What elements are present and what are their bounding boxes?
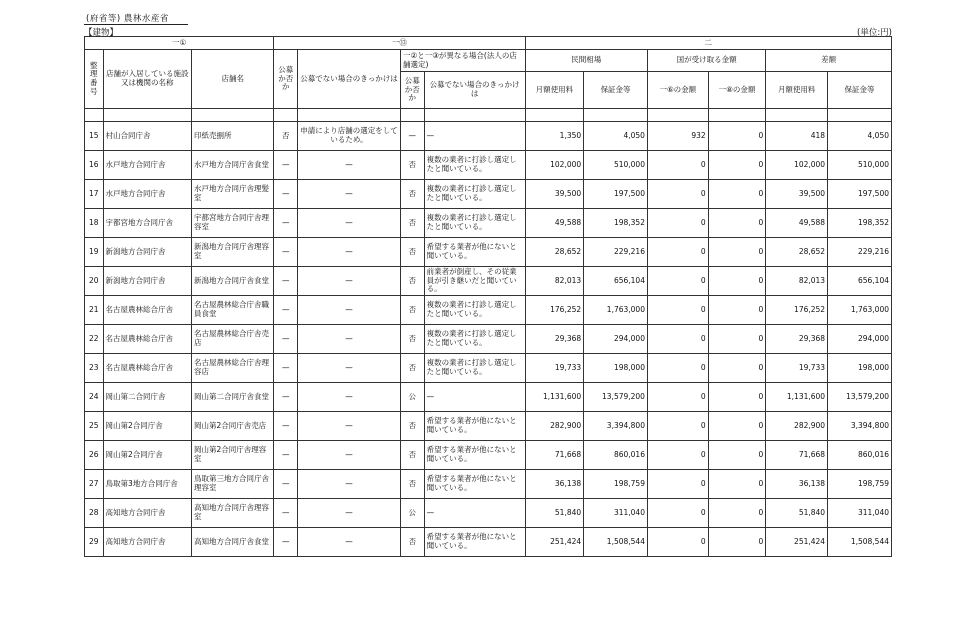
reason-1: —	[298, 180, 401, 209]
facility-name: 宇都宮地方合同庁舎	[103, 209, 192, 238]
table-row	[85, 122, 892, 151]
diff-deposit: 1,508,544	[828, 528, 892, 557]
minus8-amount: 0	[708, 238, 766, 267]
reason-1: 申請により店舗の選定をしているため。	[298, 122, 401, 151]
market-deposit: 198,000	[584, 354, 648, 383]
public-2: 否	[400, 151, 424, 180]
minus6-amount: 0	[647, 470, 708, 499]
diff-monthly: 71,668	[766, 441, 828, 470]
market-deposit: 198,759	[584, 470, 648, 499]
diff-deposit: 294,000	[828, 325, 892, 354]
diff-deposit: 311,040	[828, 499, 892, 528]
market-monthly: 51,840	[525, 499, 584, 528]
shop-name: 岡山第2合同庁舎理容室	[192, 441, 274, 470]
col-public-1: 公募か否か	[274, 50, 298, 109]
table-row	[85, 180, 892, 209]
minus6-amount: 0	[647, 325, 708, 354]
public-2: 否	[400, 296, 424, 325]
reason-2: —	[424, 122, 525, 151]
facility-name: 新潟地方合同庁舎	[103, 238, 192, 267]
reason-2: 複数の業者に打診し選定したと聞いている。	[424, 151, 525, 180]
row-no: 22	[85, 325, 104, 354]
minus8-amount: 0	[708, 151, 766, 180]
row-no: 27	[85, 470, 104, 499]
reason-2: 希望する業者が他にないと聞いている。	[424, 528, 525, 557]
row-no: 20	[85, 267, 104, 296]
table-row	[85, 528, 892, 557]
market-deposit: 13,579,200	[584, 383, 648, 412]
market-deposit: 860,016	[584, 441, 648, 470]
market-deposit: 1,508,544	[584, 528, 648, 557]
reason-2: 複数の業者に打診し選定したと聞いている。	[424, 180, 525, 209]
diff-deposit: 197,500	[828, 180, 892, 209]
public-2: 公	[400, 499, 424, 528]
diff-monthly: 418	[766, 122, 828, 151]
col-monthly: 月額使用料	[525, 72, 584, 109]
facility-name: 岡山第2合同庁舎	[103, 441, 192, 470]
public-2: —	[400, 122, 424, 151]
row-no: 28	[85, 499, 104, 528]
public-2: 否	[400, 238, 424, 267]
table-row	[85, 296, 892, 325]
public-2: 否	[400, 354, 424, 383]
market-monthly: 19,733	[525, 354, 584, 383]
shop-name: 岡山第二合同庁舎食堂	[192, 383, 274, 412]
market-deposit: 294,000	[584, 325, 648, 354]
public-1: —	[274, 470, 298, 499]
row-no: 23	[85, 354, 104, 383]
minus8-amount: 0	[708, 180, 766, 209]
table-row	[85, 499, 892, 528]
market-deposit: 197,500	[584, 180, 648, 209]
table-row	[85, 383, 892, 412]
col-public-2: 公募か否か	[400, 72, 424, 109]
minus8-amount: 0	[708, 354, 766, 383]
row-no: 25	[85, 412, 104, 441]
ministry-underline	[84, 24, 188, 25]
minus8-amount: 0	[708, 528, 766, 557]
col-minus8: 一⑧の金額	[708, 72, 766, 109]
public-2: 否	[400, 528, 424, 557]
row-no: 26	[85, 441, 104, 470]
public-1: —	[274, 412, 298, 441]
public-1: —	[274, 151, 298, 180]
minus8-amount: 0	[708, 267, 766, 296]
reason-2: 複数の業者に打診し選定したと聞いている。	[424, 325, 525, 354]
public-2: 否	[400, 412, 424, 441]
facility-name: 名古屋農林総合庁舎	[103, 354, 192, 383]
market-monthly: 49,588	[525, 209, 584, 238]
market-monthly: 71,668	[525, 441, 584, 470]
diff-monthly: 28,652	[766, 238, 828, 267]
col-deposit: 保証金等	[584, 72, 648, 109]
difference-header: 差額	[766, 50, 892, 72]
diff-monthly: 1,131,600	[766, 383, 828, 412]
market-monthly: 251,424	[525, 528, 584, 557]
minus6-amount: 932	[647, 122, 708, 151]
shop-name: 岡山第2合同庁舎売店	[192, 412, 274, 441]
shop-name: 高知地方合同庁舎食堂	[192, 528, 274, 557]
reason-2: 複数の業者に打診し選定したと聞いている。	[424, 296, 525, 325]
shop-name: 名古屋農林総合庁舎売店	[192, 325, 274, 354]
diff-deposit: 13,579,200	[828, 383, 892, 412]
public-1: —	[274, 209, 298, 238]
minus6-amount: 0	[647, 180, 708, 209]
minus8-amount: 0	[708, 470, 766, 499]
reason-1: —	[298, 412, 401, 441]
public-1: —	[274, 354, 298, 383]
public-2: 公	[400, 383, 424, 412]
facility-name: 水戸地方合同庁舎	[103, 180, 192, 209]
facility-name: 高知地方合同庁舎	[103, 499, 192, 528]
minus6-amount: 0	[647, 267, 708, 296]
table-row	[85, 238, 892, 267]
diff-deposit: 198,759	[828, 470, 892, 499]
reason-2: 希望する業者が他にないと聞いている。	[424, 412, 525, 441]
diff-deposit: 198,000	[828, 354, 892, 383]
diff-monthly: 251,424	[766, 528, 828, 557]
market-deposit: 656,104	[584, 267, 648, 296]
diff-monthly: 82,013	[766, 267, 828, 296]
reason-1: —	[298, 209, 401, 238]
table-body	[85, 122, 892, 557]
minus6-amount: 0	[647, 412, 708, 441]
shop-name: 新潟地方合同庁舎理容室	[192, 238, 274, 267]
reason-1: —	[298, 383, 401, 412]
group-2-header: 二	[525, 37, 892, 50]
reason-1: —	[298, 325, 401, 354]
minus6-amount: 0	[647, 296, 708, 325]
market-deposit: 510,000	[584, 151, 648, 180]
diff-monthly: 282,900	[766, 412, 828, 441]
row-no: 16	[85, 151, 104, 180]
diff-deposit: 656,104	[828, 267, 892, 296]
reason-1: —	[298, 296, 401, 325]
col-shop: 店舗名	[192, 50, 274, 109]
market-monthly: 1,350	[525, 122, 584, 151]
diff-monthly: 102,000	[766, 151, 828, 180]
market-deposit: 198,352	[584, 209, 648, 238]
row-no: 15	[85, 122, 104, 151]
public-1: —	[274, 499, 298, 528]
public-1: —	[274, 441, 298, 470]
reason-2: 希望する業者が他にないと聞いている。	[424, 470, 525, 499]
shop-name: 名古屋農林総合庁舎職員食堂	[192, 296, 274, 325]
market-deposit: 229,216	[584, 238, 648, 267]
diff-monthly: 29,368	[766, 325, 828, 354]
table-row	[85, 354, 892, 383]
market-monthly: 1,131,600	[525, 383, 584, 412]
table-row	[85, 267, 892, 296]
reason-2: 複数の業者に打診し選定したと聞いている。	[424, 209, 525, 238]
shop-name: 新潟地方合同庁舎食堂	[192, 267, 274, 296]
facility-name: 水戸地方合同庁舎	[103, 151, 192, 180]
group-1-header: 一①	[85, 37, 274, 50]
table-row	[85, 441, 892, 470]
sub-23-header: 一②と一③が異なる場合(法人の店舗選定)	[400, 50, 525, 72]
minus6-amount: 0	[647, 499, 708, 528]
diff-monthly: 19,733	[766, 354, 828, 383]
market-deposit: 1,763,000	[584, 296, 648, 325]
public-2: 否	[400, 180, 424, 209]
public-1: —	[274, 267, 298, 296]
table-header	[85, 37, 892, 122]
minus8-amount: 0	[708, 383, 766, 412]
facility-name: 岡山第2合同庁舎	[103, 412, 192, 441]
table-row	[85, 470, 892, 499]
minus8-amount: 0	[708, 325, 766, 354]
reason-2: —	[424, 499, 525, 528]
diff-deposit: 510,000	[828, 151, 892, 180]
shop-name: 名古屋農林総合庁舎理容店	[192, 354, 274, 383]
minus8-amount: 0	[708, 499, 766, 528]
diff-deposit: 1,763,000	[828, 296, 892, 325]
minus6-amount: 0	[647, 441, 708, 470]
reason-1: —	[298, 528, 401, 557]
facility-name: 鳥取第3地方合同庁舎	[103, 470, 192, 499]
col-minus6: 一⑥の金額	[647, 72, 708, 109]
row-no: 21	[85, 296, 104, 325]
shop-name: 印紙売捌所	[192, 122, 274, 151]
reason-1: —	[298, 470, 401, 499]
minus6-amount: 0	[647, 528, 708, 557]
market-monthly: 39,500	[525, 180, 584, 209]
facility-name: 村山合同庁舎	[103, 122, 192, 151]
public-2: 否	[400, 470, 424, 499]
minus8-amount: 0	[708, 441, 766, 470]
reason-1: —	[298, 151, 401, 180]
minus6-amount: 0	[647, 383, 708, 412]
diff-monthly: 49,588	[766, 209, 828, 238]
minus6-amount: 0	[647, 354, 708, 383]
row-no: 24	[85, 383, 104, 412]
reason-1: —	[298, 238, 401, 267]
shop-name: 水戸地方合同庁舎理髪室	[192, 180, 274, 209]
reason-1: —	[298, 354, 401, 383]
public-2: 否	[400, 209, 424, 238]
ministry-label: (府省等) 農林水産省	[86, 14, 169, 24]
diff-monthly: 36,138	[766, 470, 828, 499]
minus8-amount: 0	[708, 122, 766, 151]
diff-monthly: 176,252	[766, 296, 828, 325]
market-monthly: 282,900	[525, 412, 584, 441]
facility-name: 高知地方合同庁舎	[103, 528, 192, 557]
public-2: 否	[400, 441, 424, 470]
table-row	[85, 209, 892, 238]
minus6-amount: 0	[647, 209, 708, 238]
market-deposit: 311,040	[584, 499, 648, 528]
table-row	[85, 412, 892, 441]
minus8-amount: 0	[708, 209, 766, 238]
shop-name: 鳥取第三地方合同庁舎理容室	[192, 470, 274, 499]
market-monthly: 36,138	[525, 470, 584, 499]
market-deposit: 3,394,800	[584, 412, 648, 441]
row-no: 17	[85, 180, 104, 209]
diff-deposit: 860,016	[828, 441, 892, 470]
public-1: —	[274, 296, 298, 325]
public-1: —	[274, 325, 298, 354]
facility-name: 名古屋農林総合庁舎	[103, 296, 192, 325]
public-1: —	[274, 238, 298, 267]
shop-name: 宇都宮地方合同庁舎理容室	[192, 209, 274, 238]
reason-2: 前業者が倒産し、その従業員が引き継いだと聞いている。	[424, 267, 525, 296]
col-diff-monthly: 月額使用料	[766, 72, 828, 109]
reason-2: 希望する業者が他にないと聞いている。	[424, 238, 525, 267]
reason-2: 複数の業者に打診し選定したと聞いている。	[424, 354, 525, 383]
reason-1: —	[298, 499, 401, 528]
col-facility: 店舗が入居している施設又は機関の名称	[103, 50, 192, 109]
market-header: 民間相場	[525, 50, 647, 72]
market-monthly: 102,000	[525, 151, 584, 180]
reason-1: —	[298, 267, 401, 296]
diff-deposit: 229,216	[828, 238, 892, 267]
facility-name: 新潟地方合同庁舎	[103, 267, 192, 296]
market-monthly: 82,013	[525, 267, 584, 296]
diff-monthly: 39,500	[766, 180, 828, 209]
market-deposit: 4,050	[584, 122, 648, 151]
diff-monthly: 51,840	[766, 499, 828, 528]
public-2: 否	[400, 325, 424, 354]
row-no: 29	[85, 528, 104, 557]
group-13-header: 一⑬	[274, 37, 525, 50]
reason-2: 希望する業者が他にないと聞いている。	[424, 441, 525, 470]
minus8-amount: 0	[708, 412, 766, 441]
col-reason-2: 公募でない場合のきっかけは	[424, 72, 525, 109]
public-1: —	[274, 528, 298, 557]
row-no: 19	[85, 238, 104, 267]
market-monthly: 29,368	[525, 325, 584, 354]
public-2: 否	[400, 267, 424, 296]
diff-deposit: 4,050	[828, 122, 892, 151]
col-no: 整理番号	[85, 50, 104, 109]
unit-label: (単位:円)	[857, 28, 892, 38]
header-spacer	[85, 109, 892, 122]
public-1: —	[274, 383, 298, 412]
public-1: —	[274, 180, 298, 209]
col-reason-1: 公募でない場合のきっかけは	[298, 50, 401, 109]
rental-table	[84, 36, 892, 557]
diff-deposit: 198,352	[828, 209, 892, 238]
minus6-amount: 0	[647, 238, 708, 267]
row-no: 18	[85, 209, 104, 238]
facility-name: 名古屋農林総合庁舎	[103, 325, 192, 354]
category-label: 【建物】	[84, 28, 119, 38]
table-row	[85, 325, 892, 354]
diff-deposit: 3,394,800	[828, 412, 892, 441]
shop-name: 水戸地方合同庁舎食堂	[192, 151, 274, 180]
reason-1: —	[298, 441, 401, 470]
col-diff-deposit: 保証金等	[828, 72, 892, 109]
table-row	[85, 151, 892, 180]
facility-name: 岡山第二合同庁舎	[103, 383, 192, 412]
market-monthly: 176,252	[525, 296, 584, 325]
public-1: 否	[274, 122, 298, 151]
market-monthly: 28,652	[525, 238, 584, 267]
reason-2: —	[424, 383, 525, 412]
minus8-amount: 0	[708, 296, 766, 325]
shop-name: 高知地方合同庁舎理容室	[192, 499, 274, 528]
minus6-amount: 0	[647, 151, 708, 180]
state-receive-header: 国が受け取る金額	[647, 50, 765, 72]
